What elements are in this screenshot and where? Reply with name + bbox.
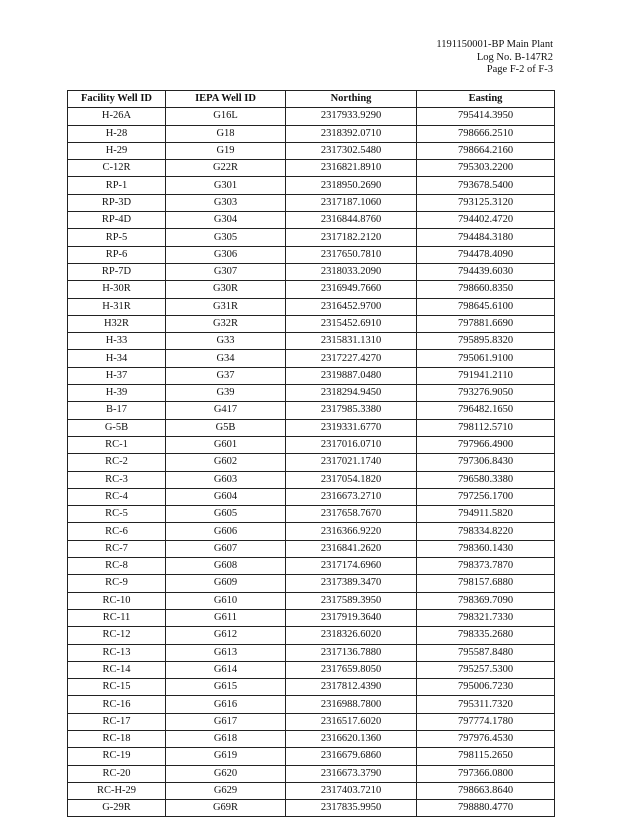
easting-cell: 797966.4900 bbox=[417, 436, 555, 453]
northing-cell: 2316988.7800 bbox=[286, 696, 417, 713]
facility-well-id-cell: RC-14 bbox=[68, 661, 166, 678]
northing-cell: 2317174.6960 bbox=[286, 558, 417, 575]
header-row bbox=[68, 91, 555, 108]
northing-cell: 2316673.3790 bbox=[286, 765, 417, 782]
northing-cell: 2315831.1310 bbox=[286, 333, 417, 350]
easting-cell: 795414.3950 bbox=[417, 108, 555, 125]
iepa-well-id-cell: G604 bbox=[166, 488, 286, 505]
northing-cell: 2316841.2620 bbox=[286, 540, 417, 557]
easting-cell: 794478.4090 bbox=[417, 246, 555, 263]
easting-cell: 798880.4770 bbox=[417, 800, 555, 817]
iepa-well-id-cell: G30R bbox=[166, 281, 286, 298]
easting-cell: 798666.2510 bbox=[417, 125, 555, 142]
easting-cell: 795061.9100 bbox=[417, 350, 555, 367]
table-row bbox=[68, 575, 555, 592]
table-row bbox=[68, 661, 555, 678]
facility-well-id-cell: RC-2 bbox=[68, 454, 166, 471]
iepa-well-id-cell: G620 bbox=[166, 765, 286, 782]
iepa-well-id-cell: G602 bbox=[166, 454, 286, 471]
facility-well-id-cell: G-5B bbox=[68, 419, 166, 436]
log-number: Log No. B-147R2 bbox=[476, 51, 553, 63]
iepa-well-id-cell: G603 bbox=[166, 471, 286, 488]
facility-well-id-cell: B-17 bbox=[68, 402, 166, 419]
easting-cell: 798157.6880 bbox=[417, 575, 555, 592]
iepa-well-id-cell: G607 bbox=[166, 540, 286, 557]
column-header-facility-well-id: Facility Well ID bbox=[68, 91, 166, 108]
easting-cell: 794439.6030 bbox=[417, 263, 555, 280]
table-body bbox=[68, 108, 555, 817]
facility-well-id-cell: H-31R bbox=[68, 298, 166, 315]
northing-cell: 2318326.6020 bbox=[286, 627, 417, 644]
iepa-well-id-cell: G615 bbox=[166, 679, 286, 696]
table-row bbox=[68, 730, 555, 747]
easting-cell: 797256.1700 bbox=[417, 488, 555, 505]
northing-cell: 2317985.3380 bbox=[286, 402, 417, 419]
table-row bbox=[68, 402, 555, 419]
iepa-well-id-cell: G303 bbox=[166, 194, 286, 211]
northing-cell: 2317659.8050 bbox=[286, 661, 417, 678]
iepa-well-id-cell: G614 bbox=[166, 661, 286, 678]
easting-cell: 798664.2160 bbox=[417, 142, 555, 159]
northing-cell: 2317227.4270 bbox=[286, 350, 417, 367]
iepa-well-id-cell: G605 bbox=[166, 506, 286, 523]
easting-cell: 795303.2200 bbox=[417, 160, 555, 177]
northing-cell: 2317933.9290 bbox=[286, 108, 417, 125]
column-header-northing: Northing bbox=[286, 91, 417, 108]
easting-cell: 793125.3120 bbox=[417, 194, 555, 211]
facility-well-id-cell: C-12R bbox=[68, 160, 166, 177]
iepa-well-id-cell: G307 bbox=[166, 263, 286, 280]
facility-well-id-cell: RC-11 bbox=[68, 609, 166, 626]
easting-cell: 798115.2650 bbox=[417, 748, 555, 765]
northing-cell: 2317182.2120 bbox=[286, 229, 417, 246]
iepa-well-id-cell: G417 bbox=[166, 402, 286, 419]
facility-well-id-cell: RC-5 bbox=[68, 506, 166, 523]
facility-well-id-cell: H-26A bbox=[68, 108, 166, 125]
table-row bbox=[68, 315, 555, 332]
northing-cell: 2318033.2090 bbox=[286, 263, 417, 280]
facility-well-id-cell: RC-9 bbox=[68, 575, 166, 592]
northing-cell: 2316452.9700 bbox=[286, 298, 417, 315]
table-row bbox=[68, 350, 555, 367]
iepa-well-id-cell: G37 bbox=[166, 367, 286, 384]
northing-cell: 2319331.6770 bbox=[286, 419, 417, 436]
northing-cell: 2317812.4390 bbox=[286, 679, 417, 696]
easting-cell: 797774.1780 bbox=[417, 713, 555, 730]
facility-well-id-cell: RP-3D bbox=[68, 194, 166, 211]
page-number: Page F-2 of F-3 bbox=[486, 64, 553, 75]
table-row bbox=[68, 142, 555, 159]
northing-cell: 2317919.3640 bbox=[286, 609, 417, 626]
northing-cell: 2318392.0710 bbox=[286, 125, 417, 142]
table-row bbox=[68, 367, 555, 384]
table-row bbox=[68, 679, 555, 696]
northing-cell: 2318294.9450 bbox=[286, 385, 417, 402]
iepa-well-id-cell: G601 bbox=[166, 436, 286, 453]
iepa-well-id-cell: G611 bbox=[166, 609, 286, 626]
column-header-easting: Easting bbox=[417, 91, 555, 108]
iepa-well-id-cell: G19 bbox=[166, 142, 286, 159]
table-row bbox=[68, 471, 555, 488]
facility-well-id-cell: RP-4D bbox=[68, 212, 166, 229]
easting-cell: 797976.4530 bbox=[417, 730, 555, 747]
table-row bbox=[68, 419, 555, 436]
iepa-well-id-cell: G304 bbox=[166, 212, 286, 229]
northing-cell: 2317389.3470 bbox=[286, 575, 417, 592]
easting-cell: 794911.5820 bbox=[417, 506, 555, 523]
table-row bbox=[68, 627, 555, 644]
facility-well-id-cell: RC-20 bbox=[68, 765, 166, 782]
iepa-well-id-cell: G608 bbox=[166, 558, 286, 575]
table-row bbox=[68, 263, 555, 280]
iepa-well-id-cell: G619 bbox=[166, 748, 286, 765]
northing-cell: 2316517.6020 bbox=[286, 713, 417, 730]
table-header bbox=[68, 91, 555, 108]
easting-cell: 798335.2680 bbox=[417, 627, 555, 644]
facility-well-id-cell: RC-13 bbox=[68, 644, 166, 661]
table-row bbox=[68, 436, 555, 453]
table-row bbox=[68, 229, 555, 246]
easting-cell: 798321.7330 bbox=[417, 609, 555, 626]
table-row bbox=[68, 298, 555, 315]
easting-cell: 797306.8430 bbox=[417, 454, 555, 471]
table-row bbox=[68, 644, 555, 661]
table-row bbox=[68, 696, 555, 713]
easting-cell: 798112.5710 bbox=[417, 419, 555, 436]
northing-cell: 2317835.9950 bbox=[286, 800, 417, 817]
facility-well-id-cell: H-29 bbox=[68, 142, 166, 159]
iepa-well-id-cell: G613 bbox=[166, 644, 286, 661]
document-id: 1191150001-BP Main Plant bbox=[436, 39, 553, 50]
iepa-well-id-cell: G5B bbox=[166, 419, 286, 436]
northing-cell: 2317054.1820 bbox=[286, 471, 417, 488]
table-row bbox=[68, 454, 555, 471]
iepa-well-id-cell: G18 bbox=[166, 125, 286, 142]
iepa-well-id-cell: G612 bbox=[166, 627, 286, 644]
iepa-well-id-cell: G31R bbox=[166, 298, 286, 315]
table-row bbox=[68, 713, 555, 730]
easting-cell: 795311.7320 bbox=[417, 696, 555, 713]
northing-cell: 2317658.7670 bbox=[286, 506, 417, 523]
facility-well-id-cell: RC-19 bbox=[68, 748, 166, 765]
easting-cell: 798373.7870 bbox=[417, 558, 555, 575]
facility-well-id-cell: RC-12 bbox=[68, 627, 166, 644]
page-header bbox=[436, 39, 553, 77]
facility-well-id-cell: H32R bbox=[68, 315, 166, 332]
northing-cell: 2316679.6860 bbox=[286, 748, 417, 765]
iepa-well-id-cell: G306 bbox=[166, 246, 286, 263]
northing-cell: 2316673.2710 bbox=[286, 488, 417, 505]
easting-cell: 798663.8640 bbox=[417, 782, 555, 799]
table-row bbox=[68, 748, 555, 765]
facility-well-id-cell: RC-7 bbox=[68, 540, 166, 557]
easting-cell: 796580.3380 bbox=[417, 471, 555, 488]
iepa-well-id-cell: G617 bbox=[166, 713, 286, 730]
facility-well-id-cell: RC-4 bbox=[68, 488, 166, 505]
table-row bbox=[68, 488, 555, 505]
easting-cell: 791941.2110 bbox=[417, 367, 555, 384]
northing-cell: 2316949.7660 bbox=[286, 281, 417, 298]
iepa-well-id-cell: G69R bbox=[166, 800, 286, 817]
iepa-well-id-cell: G609 bbox=[166, 575, 286, 592]
table-row bbox=[68, 782, 555, 799]
well-coordinates-table bbox=[67, 90, 555, 817]
table-row bbox=[68, 609, 555, 626]
table-row bbox=[68, 800, 555, 817]
easting-cell: 795587.8480 bbox=[417, 644, 555, 661]
iepa-well-id-cell: G22R bbox=[166, 160, 286, 177]
table-row bbox=[68, 246, 555, 263]
table-row bbox=[68, 385, 555, 402]
iepa-well-id-cell: G305 bbox=[166, 229, 286, 246]
northing-cell: 2316821.8910 bbox=[286, 160, 417, 177]
iepa-well-id-cell: G34 bbox=[166, 350, 286, 367]
table-row bbox=[68, 108, 555, 125]
easting-cell: 797366.0800 bbox=[417, 765, 555, 782]
easting-cell: 798645.6100 bbox=[417, 298, 555, 315]
facility-well-id-cell: RC-16 bbox=[68, 696, 166, 713]
facility-well-id-cell: RP-1 bbox=[68, 177, 166, 194]
facility-well-id-cell: H-34 bbox=[68, 350, 166, 367]
facility-well-id-cell: RC-17 bbox=[68, 713, 166, 730]
northing-cell: 2317302.5480 bbox=[286, 142, 417, 159]
iepa-well-id-cell: G610 bbox=[166, 592, 286, 609]
table-row bbox=[68, 333, 555, 350]
table-row bbox=[68, 506, 555, 523]
iepa-well-id-cell: G33 bbox=[166, 333, 286, 350]
table-row bbox=[68, 125, 555, 142]
easting-cell: 798360.1430 bbox=[417, 540, 555, 557]
facility-well-id-cell: H-39 bbox=[68, 385, 166, 402]
northing-cell: 2317136.7880 bbox=[286, 644, 417, 661]
easting-cell: 797881.6690 bbox=[417, 315, 555, 332]
iepa-well-id-cell: G16L bbox=[166, 108, 286, 125]
northing-cell: 2316844.8760 bbox=[286, 212, 417, 229]
facility-well-id-cell: H-37 bbox=[68, 367, 166, 384]
northing-cell: 2317016.0710 bbox=[286, 436, 417, 453]
facility-well-id-cell: RC-10 bbox=[68, 592, 166, 609]
table-row bbox=[68, 523, 555, 540]
facility-well-id-cell: RC-H-29 bbox=[68, 782, 166, 799]
northing-cell: 2317650.7810 bbox=[286, 246, 417, 263]
facility-well-id-cell: RC-8 bbox=[68, 558, 166, 575]
table-row bbox=[68, 558, 555, 575]
facility-well-id-cell: H-30R bbox=[68, 281, 166, 298]
facility-well-id-cell: RC-3 bbox=[68, 471, 166, 488]
easting-cell: 795006.7230 bbox=[417, 679, 555, 696]
easting-cell: 798334.8220 bbox=[417, 523, 555, 540]
column-header-iepa-well-id: IEPA Well ID bbox=[166, 91, 286, 108]
northing-cell: 2318950.2690 bbox=[286, 177, 417, 194]
facility-well-id-cell: RP-6 bbox=[68, 246, 166, 263]
iepa-well-id-cell: G32R bbox=[166, 315, 286, 332]
facility-well-id-cell: RP-5 bbox=[68, 229, 166, 246]
iepa-well-id-cell: G618 bbox=[166, 730, 286, 747]
northing-cell: 2317187.1060 bbox=[286, 194, 417, 211]
table-row bbox=[68, 194, 555, 211]
facility-well-id-cell: H-28 bbox=[68, 125, 166, 142]
table-row bbox=[68, 765, 555, 782]
easting-cell: 795257.5300 bbox=[417, 661, 555, 678]
easting-cell: 794484.3180 bbox=[417, 229, 555, 246]
facility-well-id-cell: RC-1 bbox=[68, 436, 166, 453]
northing-cell: 2317403.7210 bbox=[286, 782, 417, 799]
iepa-well-id-cell: G629 bbox=[166, 782, 286, 799]
facility-well-id-cell: RC-15 bbox=[68, 679, 166, 696]
iepa-well-id-cell: G301 bbox=[166, 177, 286, 194]
easting-cell: 798369.7090 bbox=[417, 592, 555, 609]
table-row bbox=[68, 177, 555, 194]
iepa-well-id-cell: G606 bbox=[166, 523, 286, 540]
easting-cell: 798660.8350 bbox=[417, 281, 555, 298]
easting-cell: 795895.8320 bbox=[417, 333, 555, 350]
table-row bbox=[68, 160, 555, 177]
iepa-well-id-cell: G39 bbox=[166, 385, 286, 402]
northing-cell: 2319887.0480 bbox=[286, 367, 417, 384]
facility-well-id-cell: H-33 bbox=[68, 333, 166, 350]
table-row bbox=[68, 592, 555, 609]
facility-well-id-cell: RC-6 bbox=[68, 523, 166, 540]
table-row bbox=[68, 540, 555, 557]
facility-well-id-cell: RP-7D bbox=[68, 263, 166, 280]
easting-cell: 794402.4720 bbox=[417, 212, 555, 229]
easting-cell: 793678.5400 bbox=[417, 177, 555, 194]
northing-cell: 2315452.6910 bbox=[286, 315, 417, 332]
easting-cell: 793276.9050 bbox=[417, 385, 555, 402]
iepa-well-id-cell: G616 bbox=[166, 696, 286, 713]
facility-well-id-cell: RC-18 bbox=[68, 730, 166, 747]
table-row bbox=[68, 281, 555, 298]
northing-cell: 2317021.1740 bbox=[286, 454, 417, 471]
easting-cell: 796482.1650 bbox=[417, 402, 555, 419]
northing-cell: 2316366.9220 bbox=[286, 523, 417, 540]
northing-cell: 2317589.3950 bbox=[286, 592, 417, 609]
northing-cell: 2316620.1360 bbox=[286, 730, 417, 747]
table-row bbox=[68, 212, 555, 229]
facility-well-id-cell: G-29R bbox=[68, 800, 166, 817]
